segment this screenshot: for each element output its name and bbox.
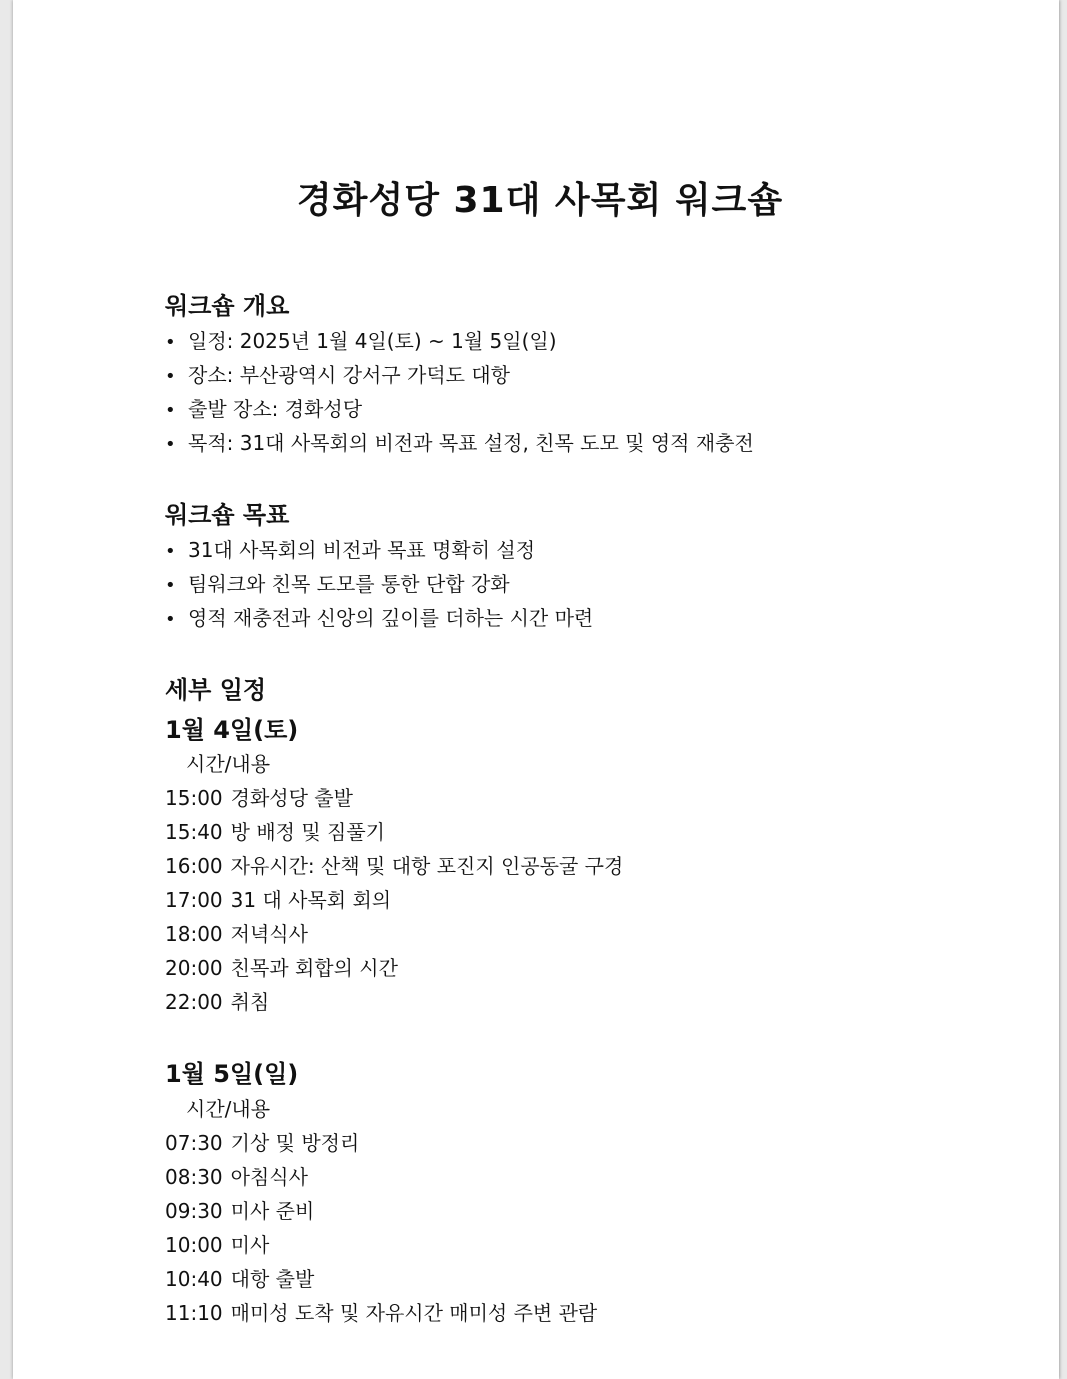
overview-heading: 워크숍 개요: [165, 292, 290, 320]
list-item: • 팀워크와 친목 도모를 통한 단합 강화: [165, 567, 593, 601]
table-row: 17:00 31 대 사목회 회의: [165, 888, 392, 912]
table-row: 10:00 미사: [165, 1233, 270, 1257]
day2-date: 1월 5일(일): [165, 1060, 299, 1088]
bullet-icon: •: [165, 366, 176, 387]
schedule-column-header: 시간/내용: [186, 752, 271, 776]
table-row: 07:30 기상 및 방정리: [165, 1131, 360, 1155]
goals-heading: 워크숍 목표: [165, 501, 290, 529]
list-item: • 영적 재충전과 신앙의 깊이를 더하는 시간 마련: [165, 601, 593, 635]
table-row: 22:00 취침: [165, 990, 270, 1014]
document-page: [13, 0, 1059, 1379]
bullet-icon: •: [165, 609, 176, 630]
list-item: • 목적: 31대 사목회의 비전과 목표 설정, 친목 도모 및 영적 재충전: [165, 426, 754, 460]
day2-schedule: [165, 1092, 597, 1330]
table-row: 09:30 미사 준비: [165, 1199, 315, 1223]
table-row: 16:00 자유시간: 산책 및 대항 포진지 인공동굴 구경: [165, 854, 624, 878]
schedule-column-header: 시간/내용: [186, 1097, 271, 1121]
table-row: 15:40 방 배정 및 짐풀기: [165, 820, 385, 844]
list-item: • 장소: 부산광역시 강서구 가덕도 대항: [165, 358, 754, 392]
table-row: 10:40 대항 출발: [165, 1267, 315, 1291]
table-row: 11:10 매미성 도착 및 자유시간 매미성 주변 관람: [165, 1301, 598, 1325]
table-row: 08:30 아침식사: [165, 1165, 308, 1189]
bullet-icon: •: [165, 434, 176, 455]
document-title: 경화성당 31대 사목회 워크숍: [296, 180, 784, 221]
list-item: • 출발 장소: 경화성당: [165, 392, 754, 426]
schedule-heading: 세부 일정: [165, 676, 267, 704]
day1-date: 1월 4일(토): [165, 716, 299, 744]
bullet-icon: •: [165, 400, 176, 421]
bullet-icon: •: [165, 541, 176, 562]
day1-schedule: [165, 747, 623, 1019]
table-row: 18:00 저녁식사: [165, 922, 308, 946]
bullet-icon: •: [165, 575, 176, 596]
goals-list: [165, 533, 593, 635]
overview-list: [165, 324, 754, 460]
list-item: • 일정: 2025년 1월 4일(토) ~ 1월 5일(일): [165, 324, 754, 358]
bullet-icon: •: [165, 332, 176, 353]
table-row: 15:00 경화성당 출발: [165, 786, 353, 810]
table-row: 20:00 친목과 회합의 시간: [165, 956, 398, 980]
list-item: • 31대 사목회의 비전과 목표 명확히 설정: [165, 533, 593, 567]
